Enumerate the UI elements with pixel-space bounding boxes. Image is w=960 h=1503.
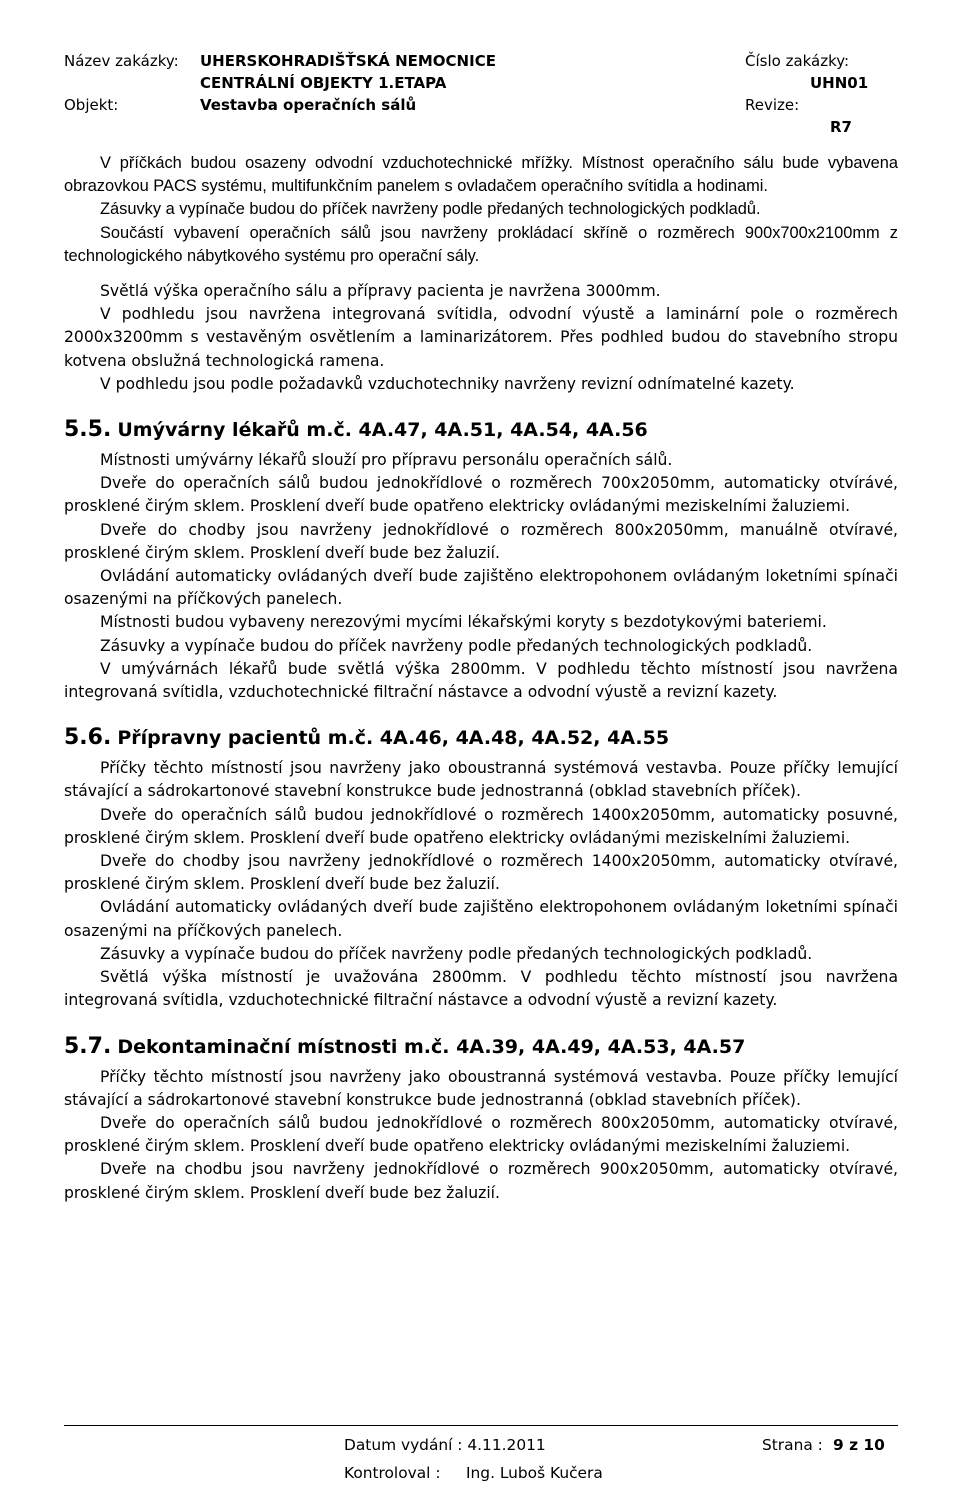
document-body [64,152,898,1205]
section-title: Dekontaminační místnosti m.č. 4A.39, 4A.49, 4A.53, 4A.57 [117,1035,746,1058]
footer-rule [64,1425,898,1426]
intro-block [64,152,898,268]
page-number: 9 z 10 [833,1436,885,1454]
section-heading [64,417,898,442]
paragraph: Zásuvky a vypínače budou do příček navrženy podle předaných technologických podkladů. [100,200,761,219]
paragraph: Zásuvky a vypínače budou do příček navrženy podle předaných technologických podkladů. [100,636,813,655]
paragraph: Příčky těchto místností jsou navrženy jako oboustranná systémová vestavba. Pouze příčky lemující stávající a sádrokartonové stavební konstrukce bude jednostranná (obklad stavebních příček). [64,759,898,801]
issue-date: Datum vydání : 4.11.2011 [344,1436,546,1454]
section-title: Přípravny pacientů m.č. 4A.46, 4A.48, 4A.52, 4A.55 [117,727,670,750]
section-heading [64,1034,898,1059]
paragraph: V umývárnách lékařů bude světlá výška 2800mm. V podhledu těchto místností jsou navržena integrovaná svítidla, vzduchotechnické filtrační nástavce a odvodní výustě a revizní kazety. [64,659,898,702]
section-number: 5.6. [64,725,112,751]
section-number: 5.5. [64,417,112,443]
paragraph: V podhledu jsou podle požadavků vzduchotechniky navrženy revizní odnímatelné kazety. [100,374,795,393]
section-title: Umývárny lékařů m.č. 4A.47, 4A.51, 4A.54, 4A.56 [117,419,648,442]
revision-label: Revize: [745,96,800,114]
paragraph: V podhledu jsou navržena integrovaná svítidla, odvodní výustě a laminární pole o rozměrech 2000x3200mm s vestavěným osvětlením a laminarizátorem. Přes podhled budou do stavebního stropu kotvena obslužná technologická ramena. [64,305,898,370]
order-number: UHN01 [810,74,869,92]
paragraph: Dveře na chodbu jsou navrženy jednokřídlové o rozměrech 900x2050mm, automaticky otvíravé, prosklené čirým sklem. Prosklení dveří bude bez žaluzií. [64,1160,898,1202]
paragraph: Dveře do operačních sálů budou jednokřídlové o rozměrech 800x2050mm, automaticky otvíravé, prosklené čirým sklem. Prosklení dveří bude opatřeno elektricky ovládanými meziskelními žaluziemi. [64,1113,898,1156]
paragraph: Příčky těchto místností jsou navrženy jako oboustranná systémová vestavba. Pouze příčky lemující stávající a sádrokartonové stavební konstrukce bude jednostranná (obklad stavebních příček). [64,1067,898,1109]
paragraph: Dveře do chodby jsou navrženy jednokřídlové o rozměrech 1400x2050mm, automaticky otvíravé, prosklené čirým sklem. Prosklení dveří bude bez žaluzií. [64,852,898,894]
intro-block-2 [64,280,898,396]
object-label: Objekt: [64,96,119,114]
paragraph: V příčkách budou osazeny odvodní vzduchotechnické mřížky. Místnost operačního sálu bude vybavena obrazovkou PACS systému, multifunkčním panelem s ovladačem operačního svítidla a hodinami. [64,154,898,196]
paragraph: Místnosti umývárny lékařů slouží pro přípravu personálu operačních sálů. [100,451,673,470]
project-label: Název zakázky: [64,52,179,70]
project-name-line-2: CENTRÁLNÍ OBJEKTY 1.ETAPA [200,74,447,92]
paragraph: Součástí vybavení operačních sálů jsou navrženy prokládací skříně o rozměrech 900x700x2100mm z technologického nábytkového systému pro operační sály. [64,223,898,265]
paragraph: Dveře do operačních sálů budou jednokřídlové o rozměrech 1400x2050mm, automaticky posuvné, prosklené čirým sklem. Prosklení dveří bude opatřeno elektricky ovládanými meziskelními žaluziemi. [64,805,898,847]
revision-value: R7 [830,118,852,136]
checked-name: Ing. Luboš Kučera [466,1464,603,1482]
order-label: Číslo zakázky: [745,52,850,70]
paragraph: Světlá výška operačního sálu a přípravy pacienta je navržena 3000mm. [100,282,661,301]
paragraph: Ovládání automaticky ovládaných dveří bude zajištěno elektropohonem ovládaným loketními spínači osazenými na příčkových panelech. [64,898,898,940]
checked-label: Kontroloval : [344,1464,441,1482]
paragraph: Zásuvky a vypínače budou do příček navrženy podle předaných technologických podkladů. [100,944,813,963]
section-number: 5.7. [64,1033,112,1059]
page-label: Strana : [762,1436,823,1454]
paragraph: Místnosti budou vybaveny nerezovými mycími lékařskými koryty s bezdotykovými bateriemi. [100,613,827,632]
project-name-line-1: UHERSKOHRADIŠŤSKÁ NEMOCNICE [200,52,496,70]
paragraph: Ovládání automaticky ovládaných dveří bude zajištěno elektropohonem ovládaným loketními spínači osazenými na příčkových panelech. [64,567,898,609]
paragraph: Světlá výška místností je uvažována 2800mm. V podhledu těchto místností jsou navržena integrovaná svítidla, vzduchotechnické filtrační nástavce a odvodní výustě a revizní kazety. [64,968,898,1010]
section-heading [64,725,898,750]
object-name: Vestavba operačních sálů [200,96,417,114]
paragraph: Dveře do operačních sálů budou jednokřídlové o rozměrech 700x2050mm, automaticky otvírávé, prosklené čirým sklem. Prosklení dveří bude opatřeno elektricky ovládanými meziskelními žaluziemi. [64,474,898,516]
paragraph: Dveře do chodby jsou navrženy jednokřídlové o rozměrech 800x2050mm, manuálně otvíravé, prosklené čirým sklem. Prosklení dveří bude bez žaluzií. [64,520,898,562]
